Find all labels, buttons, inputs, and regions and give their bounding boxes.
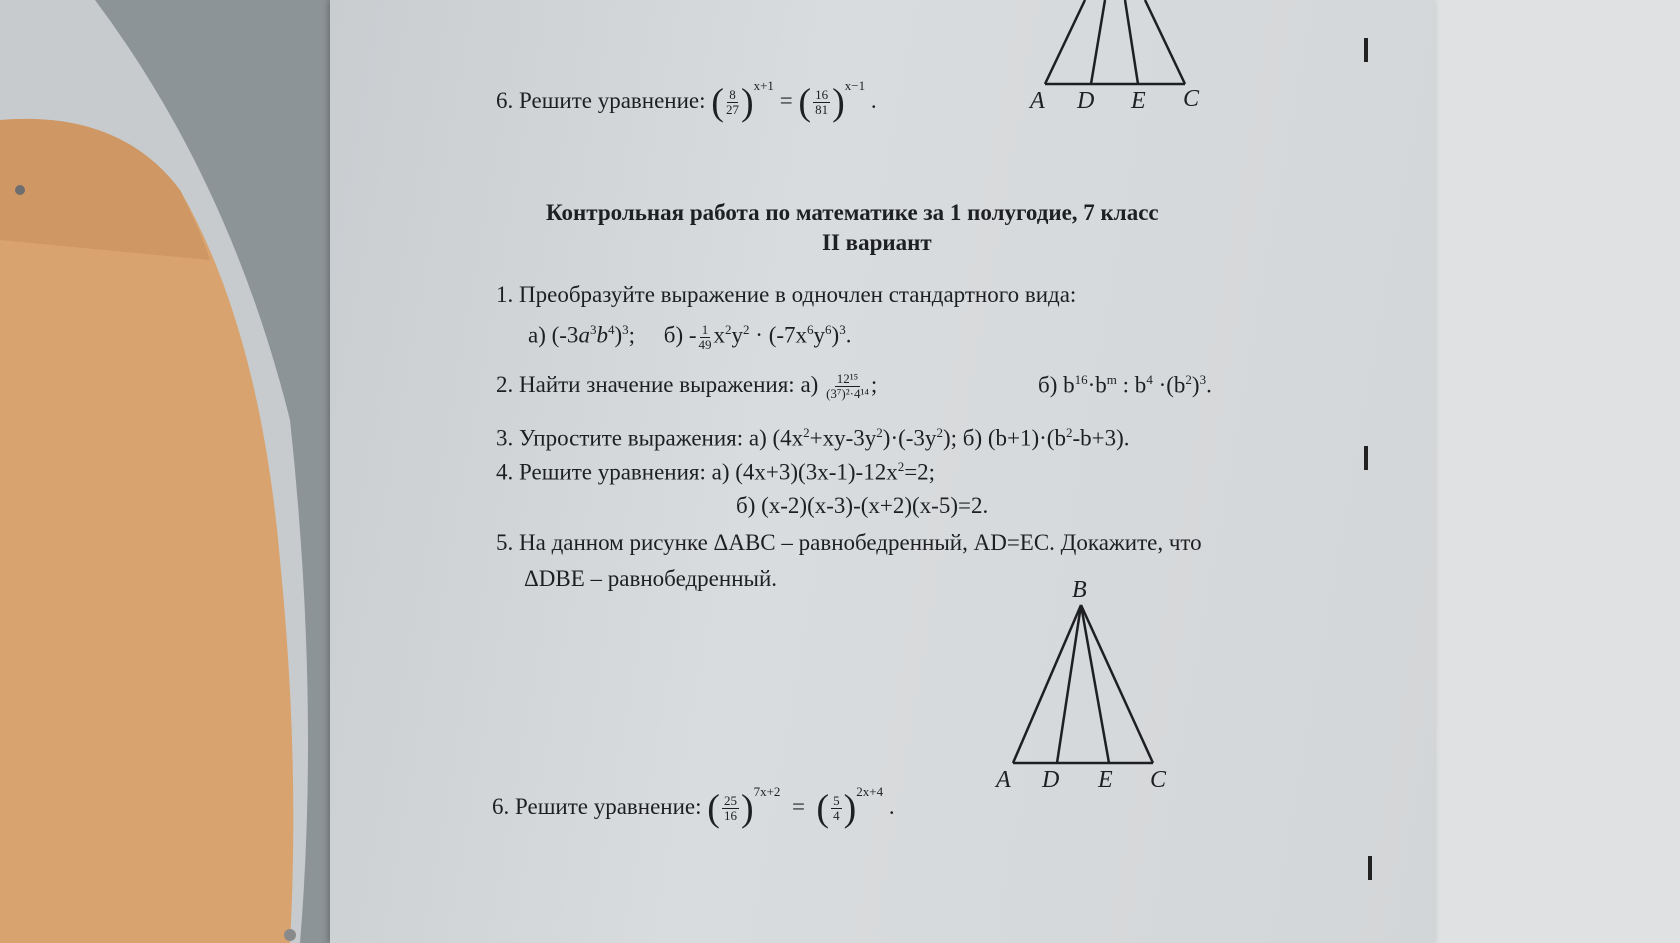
top-problem-6: 6. Решите уравнение: ( $\frac{8}{27}$ )$^{x+1}$ = ( $\frac{16}{81}$ )$^{x-1}$ .	[496, 78, 877, 124]
margin-mark	[1368, 856, 1372, 880]
label-e: E	[1098, 767, 1113, 793]
problem-5: 5. На данном рисунке ΔABC – равнобедренный, AD=EC. Докажите, что	[496, 530, 1202, 555]
problem-4-b: б) (x-2)(x-3)-(x+2)(x-5)=2.	[736, 493, 989, 518]
problem-3: 3. Упростите выражения: а) $(4x^2+xy-3y^2)\cdot(-3y^2)$; б) $(b+1)\cdot(b^2-b+3)$.	[496, 425, 1130, 451]
problem-4: 4. Решите уравнения: а) $(4x+3)(3x-1)-12x^2=2$;	[496, 459, 936, 485]
label-b: B	[1072, 577, 1087, 603]
problem-1-parts: а) $(-3a^3b^4)^3$; б) - $\frac{1}{49}$ $x^2y^2 \cdot (-7x^6y^6)^3$.	[528, 321, 852, 352]
top-triangle-diagram	[1015, 0, 1245, 120]
problem-2-b: б) $b^{16}\cdot b^m$ : $b^4 \cdot(b^2)^3$.	[1038, 372, 1212, 398]
top-label-a: A	[1030, 88, 1045, 114]
triangle-abc-diagram	[990, 575, 1180, 795]
top-label-c: C	[1183, 86, 1200, 112]
label-c: C	[1150, 767, 1167, 793]
label-d: D	[1042, 767, 1060, 793]
margin-mark	[1364, 38, 1368, 62]
top-label-e: E	[1131, 88, 1146, 114]
problem-5-line2: ΔDBE – равнобедренный.	[524, 566, 778, 591]
top-label-d: D	[1077, 88, 1095, 114]
problem-2: 2. Найти значение выражения: а) $\frac{\text{12¹⁵}}{\text{(3⁷)²·4¹⁴}}$ ;	[496, 371, 878, 402]
problem-1: 1. Преобразуйте выражение в одночлен стандартного вида:	[496, 282, 1077, 307]
test-title: Контрольная работа по математике за 1 полугодие, 7 класс	[546, 200, 1159, 225]
margin-mark	[1364, 446, 1368, 470]
label-a: A	[996, 767, 1011, 793]
variant-title: II вариант	[822, 230, 932, 255]
screw-icon	[15, 185, 25, 195]
problem-6: 6. Решите уравнение: ( $\frac{25}{16}$ )$^{7x+2}$ = ( $\frac{5}{4}$ )$^{2x+4}$ .	[492, 784, 895, 830]
